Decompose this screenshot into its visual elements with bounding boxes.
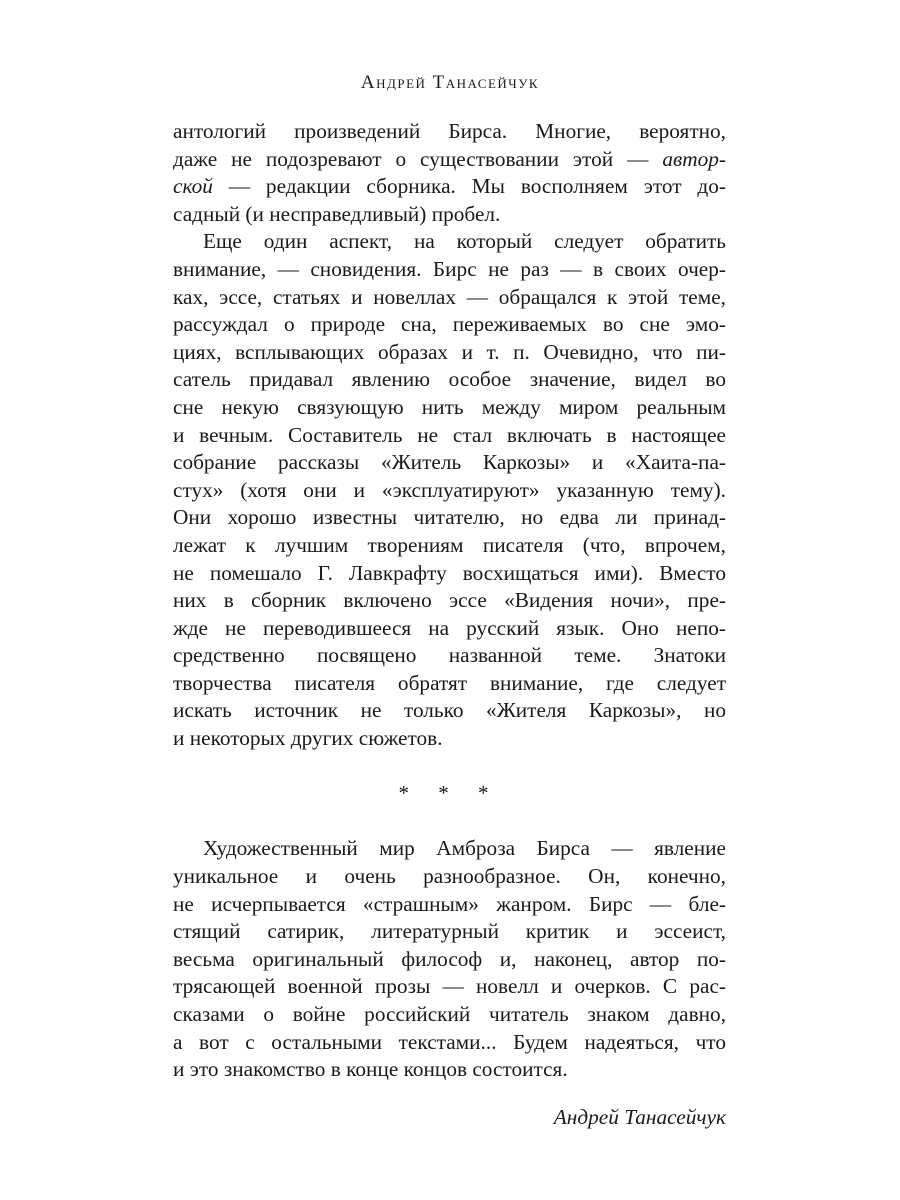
text-line: циях, всплывающих образах и т. п. Очевидно, что пи- (173, 339, 726, 364)
text-line: а вот с остальными текстами... Будем надеяться, что (173, 1029, 726, 1054)
text-line: рассуждал о природе сна, переживаемых во сне эмо- (173, 312, 726, 337)
text-line: творчества писателя обратят внимание, где следует (173, 670, 726, 695)
text-line: стящий сатирик, литературный критик и эссеист, (173, 919, 726, 944)
text-line: средственно посвящено названной теме. Знатоки (173, 643, 726, 668)
text-line-part: даже не подозревают о существовании этой — (173, 146, 649, 171)
text-line: не исчерпывается «страшным» жанром. Бирс — бле- (173, 891, 726, 916)
italic-word: автор- (662, 146, 726, 171)
text-line: Художественный мир Амброза Бирса — явление (203, 836, 726, 861)
text-line: и это знакомство в конце концов состоится. (173, 1057, 568, 1082)
text-line: антологий произведений Бирса. Многие, вероятно, (173, 119, 726, 143)
text-line: них в сборник включено эссе «Видения ночи», пре- (173, 588, 726, 613)
italic-word: ской (173, 174, 213, 199)
text-line (173, 173, 726, 201)
text-line: садный (и несправедливый) пробел. (173, 201, 501, 226)
text-line: уникальное и очень разнообразное. Он, конечно, (173, 864, 726, 889)
text-line: Они хорошо известны читателю, но едва ли принад- (173, 505, 726, 530)
text-line: сатель придавал явлению особое значение, видел во (173, 367, 726, 392)
text-line: весьма оригинальный философ и, наконец, автор по- (173, 946, 726, 971)
paragraph-1 (173, 118, 726, 228)
text-line: ках, эссе, статьях и новеллах — обращался к этой теме, (173, 284, 726, 309)
page-body (173, 118, 726, 1131)
text-line: внимание, — сновидения. Бирс не раз — в своих очер- (173, 256, 726, 281)
text-line: жде не переводившееся на русский язык. Оно непо- (173, 615, 726, 640)
text-line: сне некую связующую нить между миром реальным (173, 394, 726, 419)
text-line: сказами о войне российский читатель знаком давно, (173, 1002, 726, 1026)
paragraph-3 (173, 835, 726, 1083)
text-line: собрание рассказы «Житель Каркозы» и «Хаита-па- (173, 450, 726, 475)
running-header: Андрей Танасейчук (360, 72, 540, 93)
text-line: не помешало Г. Лавкрафту восхищаться ими). Вместо (173, 560, 726, 585)
signature: Андрей Танасейчук (553, 1104, 726, 1129)
section-break: * * * (398, 781, 501, 806)
text-line: Еще один аспект, на который следует обратить (203, 229, 726, 254)
text-line-part: — редакции сборника. Мы восполняем этот до- (212, 174, 726, 199)
text-line: трясающей военной прозы — новелл и очерков. С рас- (173, 974, 726, 999)
text-line: искать источник не только «Жителя Каркозы», но (173, 698, 726, 723)
paragraph-2 (173, 228, 726, 752)
text-line: стух» (хотя они и «эксплуатируют» указанную тему). (173, 477, 726, 502)
text-line: и некоторых других сюжетов. (173, 726, 443, 751)
text-line: лежат к лучшим творениям писателя (что, впрочем, (173, 532, 726, 557)
text-line (173, 146, 726, 174)
text-line: и вечным. Составитель не стал включать в настоящее (173, 422, 726, 447)
